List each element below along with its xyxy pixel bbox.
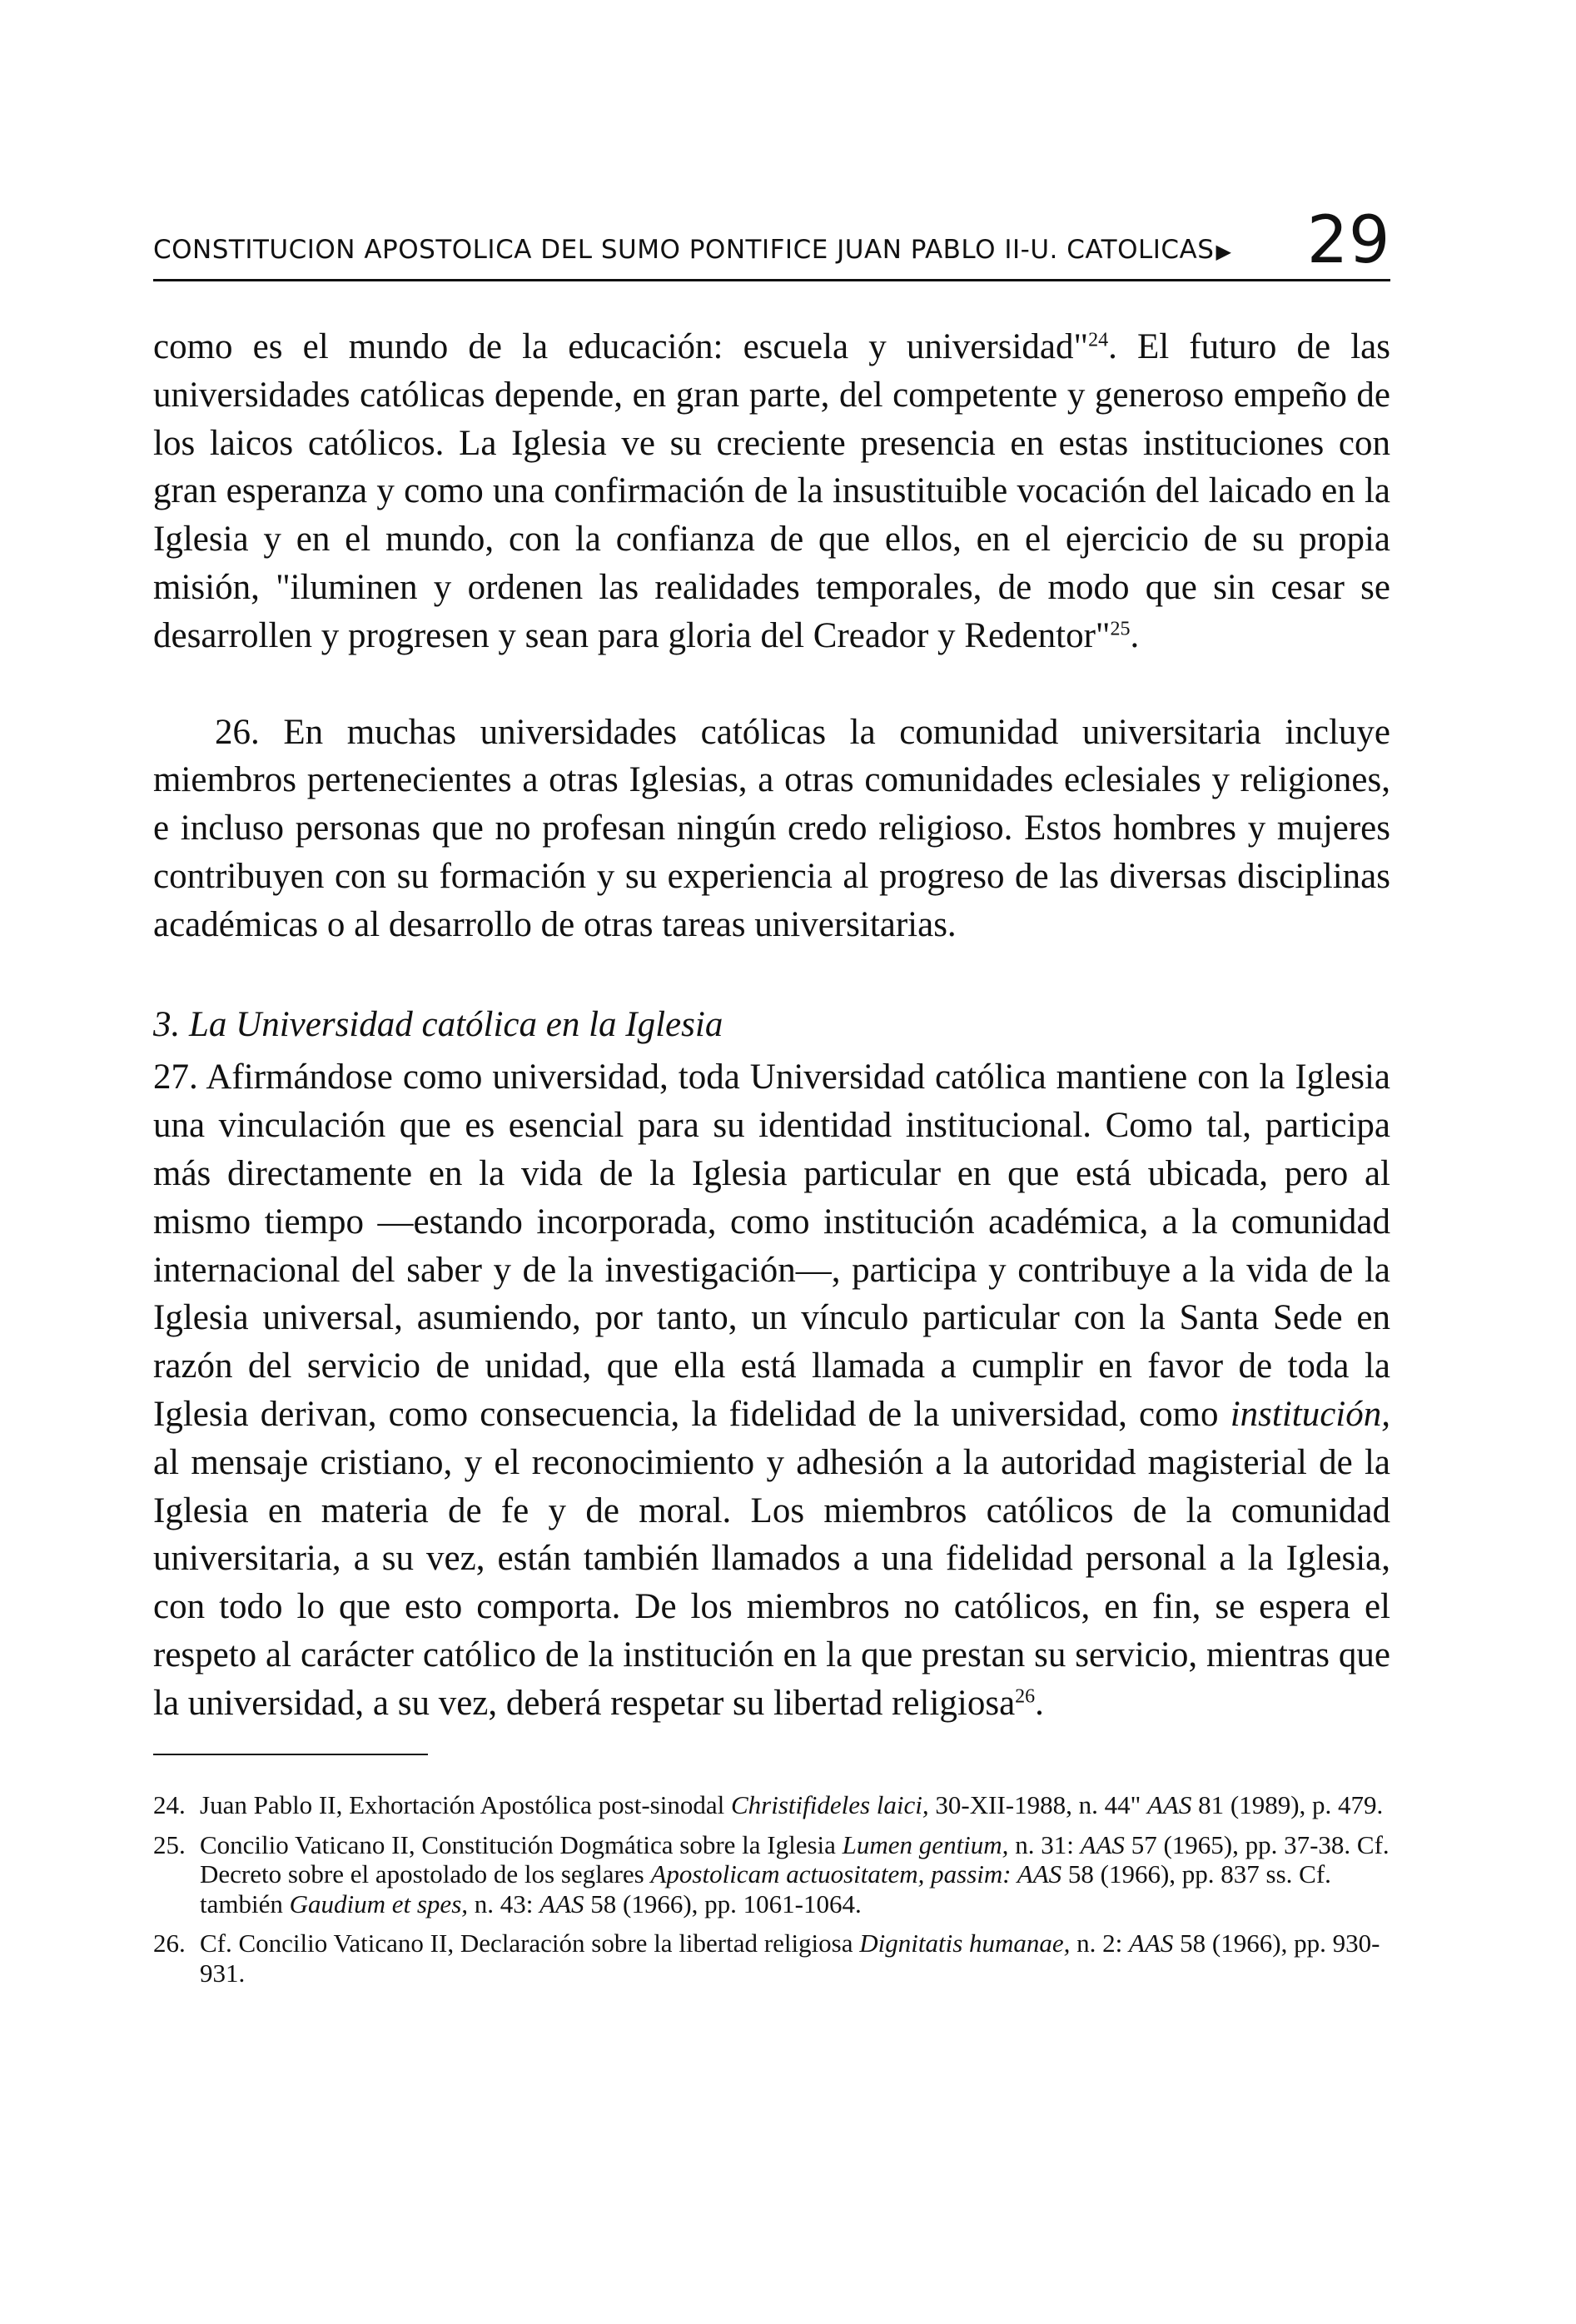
footnote-italic: AAS [1129, 1928, 1174, 1958]
paragraph-text: 27. Afirmándose como universidad, toda Universidad católica mantiene con la Iglesia una vinculación que es esencial para su identidad institucional. Como tal, participa más directamente en la vida de la Iglesia particular en que está ubicada, pero al mismo tiempo —estando incorporada, como institución académica, a la comunidad internacional del saber y de la investigación—, participa y contribuye a la vida de la Iglesia universal, asumiendo, por tanto, un vínculo particular con la Santa Sede en razón del servicio de unidad, que ella está llamada a cumplir en favor de toda la Iglesia derivan, como consecuencia, la fidelidad de la universidad, como [153, 1057, 1390, 1434]
footnote-text: 58 (1966), pp. 930-931. [200, 1928, 1380, 1988]
footnote-text: Concilio Vaticano II, Constitución Dogmática sobre la Iglesia [200, 1829, 843, 1859]
arrow-icon: ▶ [1216, 240, 1232, 263]
footnote-italic: Gaudium et spes, [289, 1889, 469, 1918]
paragraph-26: 26. En muchas universidades católicas la comunidad universitaria incluye miembros pertenecientes a otras Iglesias, a otras comunidades eclesiales y religiones, e incluso personas que no profesan ningún credo religioso. Estos hombres y mujeres contribuyen con su formación y su experiencia al progreso de las diversas disciplinas académicas o al desarrollo de otras tareas universitarias. [153, 712, 1390, 944]
running-title [153, 235, 1231, 265]
footnote-ref-26: 26 [1015, 1685, 1036, 1708]
footnote-italic: AAS [539, 1889, 584, 1918]
footnote-italic: AAS [1080, 1829, 1125, 1859]
footnote-text: Juan Pablo II, Exhortación Apostólica post-sinodal [200, 1790, 731, 1819]
footnote-ref-24: 24 [1088, 329, 1109, 351]
footnote-italic: Lumen gentium, [842, 1829, 1009, 1859]
footnote-italic: Dignitatis humanae, [859, 1928, 1071, 1958]
paragraph-text: . El futuro de las universidades católicas depende, en gran parte, del competente y generoso empeño de los laicos católicos. La Iglesia ve su creciente presencia en estas instituciones con gran esperanza y como una confirmación de la insustituible vocación del laicado en la Iglesia y en el mundo, con la confianza de que ellos, en el ejercicio de su propia misión, "iluminen y ordenen las realidades temporales, de modo que sin cesar se desarrollen y progresen y sean para gloria del Creador y Redentor" [153, 327, 1390, 655]
footnote-number: 24. [153, 1790, 186, 1819]
footnote-text: n. 2: [1070, 1928, 1130, 1958]
footnote-text: 81 (1989), p. 479. [1191, 1790, 1384, 1819]
header-rule [153, 279, 1390, 281]
page-number: 29 [1306, 203, 1390, 278]
paragraph-text: . [1130, 615, 1140, 655]
footnote-text: n. 43: [468, 1889, 540, 1918]
page-header [153, 203, 1390, 278]
footnote-26 [153, 1928, 1390, 1988]
footnote-number: 26. [153, 1928, 186, 1958]
paragraph-text: al mensaje cristiano, y el reconocimiento y adhesión a la autoridad magisterial de la Iglesia en materia de fe y de moral. Los miembros católicos de la comunidad universitaria, a su vez, están también llamados a una fidelidad personal a la Iglesia, con todo lo que esto comporta. De los miembros no católicos, en fin, se espera el respeto al carácter católico de la institución en la que prestan su servicio, mientras que la universidad, a su vez, deberá respetar su libertad religiosa [153, 1442, 1390, 1723]
footnote-text: n. 31: [1008, 1829, 1081, 1859]
paragraph-text: . [1035, 1683, 1044, 1723]
footnote-25 [153, 1830, 1390, 1919]
section-heading: 3. La Universidad católica en la Iglesia [153, 1004, 723, 1044]
paragraph-27 [153, 1053, 1390, 1727]
paragraph-text: como es el mundo de la educación: escuela y universidad" [153, 327, 1089, 366]
footnote-24 [153, 1790, 1390, 1820]
footnote-text: Cf. Concilio Vaticano II, Declaración sobre la libertad religiosa [200, 1928, 860, 1958]
footnote-text: 58 (1966), pp. 1061-1064. [584, 1889, 862, 1918]
footnote-ref-25: 25 [1110, 618, 1131, 640]
footnote-text: 58 (1966), pp. 837 ss. Cf. también [200, 1859, 1331, 1918]
footnotes [153, 1790, 1390, 1998]
footnote-rule [153, 1754, 428, 1755]
footnote-italic: AAS [1147, 1790, 1192, 1819]
footnote-text: 57 (1965), pp. 37-38. Cf. Decreto sobre el apostolado de los seglares [200, 1829, 1390, 1889]
running-title-text: CONSTITUCION APOSTOLICA DEL SUMO PONTIFICE JUAN PABLO II-U. CATOLICAS [153, 235, 1215, 265]
footnote-italic: Christifideles laici, [730, 1790, 929, 1819]
footnote-italic: Apostolicam actuositatem, passim: AAS [650, 1859, 1062, 1889]
footnote-text: 30-XII-1988, n. 44" [928, 1790, 1147, 1819]
footnote-number: 25. [153, 1829, 186, 1859]
paragraph-continuation [153, 323, 1390, 660]
body-text [153, 323, 1390, 1728]
italic-text: institución, [1230, 1394, 1390, 1434]
